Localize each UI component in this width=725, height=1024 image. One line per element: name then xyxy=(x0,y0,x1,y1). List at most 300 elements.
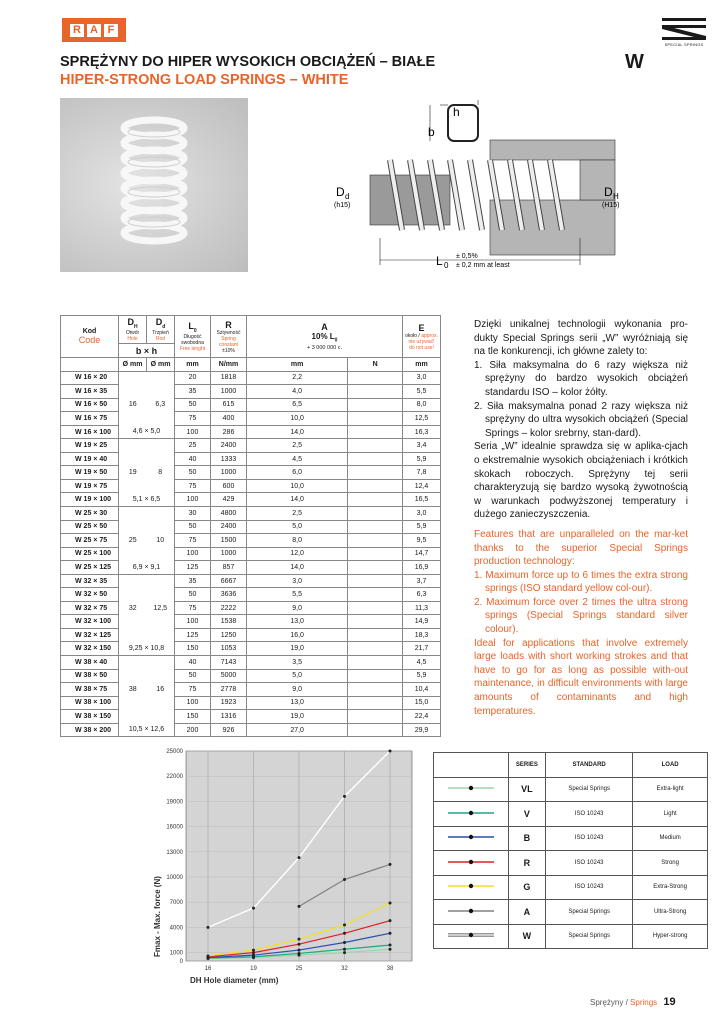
dh-cell xyxy=(119,656,147,670)
l0-header xyxy=(175,316,211,358)
legend-row xyxy=(434,777,708,802)
table-row xyxy=(61,425,441,439)
legend-series: B xyxy=(508,826,545,851)
units-row xyxy=(61,358,441,372)
e-cell: 12,4 xyxy=(403,479,441,493)
a-n-cell xyxy=(348,479,403,493)
table-row xyxy=(61,601,441,615)
a-n-cell xyxy=(348,642,403,656)
a-n-cell xyxy=(348,385,403,399)
legend-line-icon xyxy=(446,881,496,891)
dd-cell xyxy=(147,452,175,466)
legend-head-standard: STANDARD xyxy=(546,753,633,778)
l0-cell: 100 xyxy=(175,547,211,561)
r-cell: 1818 xyxy=(211,371,247,385)
a-sub2: 0 xyxy=(334,337,338,344)
series-point-g xyxy=(207,954,210,957)
a-cell: 3,5 xyxy=(247,656,348,670)
series-point-g xyxy=(389,902,392,905)
code-cell: W 25 × 125 xyxy=(61,561,119,575)
bxh-cell: 9,25 × 10,8 xyxy=(119,642,175,656)
dim-b-label: b xyxy=(428,125,435,139)
e-cell: 5,9 xyxy=(403,520,441,534)
l0-cell: 200 xyxy=(175,723,211,737)
table-row xyxy=(61,371,441,385)
a-sub: 10% L xyxy=(311,331,335,341)
e-cell: 21,7 xyxy=(403,642,441,656)
a-n-cell xyxy=(348,561,403,575)
e-cell: 6,3 xyxy=(403,588,441,602)
table-row xyxy=(61,398,441,412)
legend-line-icon xyxy=(446,906,496,916)
dim-dd-tolerance: (h15) xyxy=(334,202,351,209)
legend-standard: Special Springs xyxy=(546,777,633,802)
table-row xyxy=(61,642,441,656)
l0-cell: 50 xyxy=(175,520,211,534)
a-n-cell xyxy=(348,710,403,724)
description-block xyxy=(474,318,688,718)
dd-cell xyxy=(147,588,175,602)
table-header-row xyxy=(61,316,441,344)
x-axis-label: DH Hole diameter (mm) xyxy=(190,976,279,985)
legend-series: VL xyxy=(508,777,545,802)
dd-cell xyxy=(147,412,175,426)
dd-cell xyxy=(147,696,175,710)
max-force-chart xyxy=(150,745,420,995)
e-symbol: E xyxy=(418,322,425,333)
kod-header xyxy=(61,316,119,358)
dh-cell: 25 xyxy=(119,534,147,548)
y-tick-label: 0 xyxy=(179,959,183,965)
l0-cell: 100 xyxy=(175,696,211,710)
series-code: W xyxy=(625,51,644,73)
page-footer xyxy=(590,996,676,1008)
bxh-cell: 10,5 × 12,6 xyxy=(119,723,175,737)
unit-dd: Ø mm xyxy=(147,358,175,372)
a-n-cell xyxy=(348,588,403,602)
a-cell: 5,0 xyxy=(247,669,348,683)
series-point-g xyxy=(252,949,255,952)
table-row xyxy=(61,412,441,426)
table-row xyxy=(61,628,441,642)
description-pl-intro: Dzięki unikalnej technologii wykonania pro-dukty Special Springs serii „W” wyróżniają się na tle konkurencji, ich główne zalety to: xyxy=(474,319,688,358)
dd-cell xyxy=(147,547,175,561)
a-n-cell xyxy=(348,412,403,426)
l0-cell: 20 xyxy=(175,371,211,385)
unit-r: N/mm xyxy=(211,358,247,372)
dim-h-label: h xyxy=(453,105,460,119)
e-cell: 16,9 xyxy=(403,561,441,575)
y-tick-label: 22000 xyxy=(166,774,183,781)
a-n-cell xyxy=(348,669,403,683)
legend-standard: ISO 10243 xyxy=(546,875,633,900)
l0-cell: 50 xyxy=(175,466,211,480)
dd-sub: d xyxy=(162,324,166,331)
legend-swatch xyxy=(434,900,509,925)
dim-dh-sub: H xyxy=(613,192,619,201)
logo-letter: R xyxy=(70,24,84,37)
legend-standard: Special Springs xyxy=(546,900,633,925)
series-point-g xyxy=(343,923,346,926)
e-header xyxy=(403,316,441,358)
legend-swatch xyxy=(434,875,509,900)
a-cell: 14,0 xyxy=(247,493,348,507)
series-legend xyxy=(433,752,708,949)
code-cell: W 19 × 25 xyxy=(61,439,119,453)
r-cell: 400 xyxy=(211,412,247,426)
r-cell: 1538 xyxy=(211,615,247,629)
spring-technical-drawing xyxy=(330,100,650,272)
table-row xyxy=(61,439,441,453)
description-en-item-2: 2. Maximum force over 2 times the ultra strong springs (Special Springs standard silver colour). xyxy=(474,596,688,636)
a-cell: 5,5 xyxy=(247,588,348,602)
dd-cell xyxy=(147,669,175,683)
e-cell: 5,5 xyxy=(403,385,441,399)
dd-cell: 8 xyxy=(147,466,175,480)
code-cell: W 38 × 40 xyxy=(61,656,119,670)
table-row xyxy=(61,479,441,493)
a-n-cell xyxy=(348,507,403,521)
series-point-v xyxy=(343,948,346,951)
table-row xyxy=(61,534,441,548)
dim-l0-label: L xyxy=(436,254,443,268)
footer-pl: Sprężyny / xyxy=(590,998,628,1007)
bxh-cell: 5,1 × 6,5 xyxy=(119,493,175,507)
r-cell: 429 xyxy=(211,493,247,507)
l0-cell: 75 xyxy=(175,412,211,426)
legend-swatch xyxy=(434,826,509,851)
series-point-a xyxy=(389,863,392,866)
a-cell: 16,0 xyxy=(247,628,348,642)
e-note2: do not use! xyxy=(409,344,434,351)
series-point-vl xyxy=(343,951,346,954)
legend-load: Extra-light xyxy=(633,777,708,802)
dh-cell xyxy=(119,710,147,724)
l0-cell: 30 xyxy=(175,507,211,521)
r-symbol: R xyxy=(225,319,232,330)
a-n-cell xyxy=(348,520,403,534)
a-cell: 2,5 xyxy=(247,439,348,453)
e-cell: 11,3 xyxy=(403,601,441,615)
legend-standard: Special Springs xyxy=(546,924,633,949)
spring-spec-table xyxy=(60,315,441,737)
bxh-cell: 6,9 × 9,1 xyxy=(119,561,175,575)
a-n-cell xyxy=(348,371,403,385)
series-point-v xyxy=(298,952,301,955)
legend-series: W xyxy=(508,924,545,949)
a-cell: 27,0 xyxy=(247,723,348,737)
series-point-r xyxy=(389,919,392,922)
e-cell: 5,9 xyxy=(403,669,441,683)
a-n-cell xyxy=(348,683,403,697)
e-cell: 9,5 xyxy=(403,534,441,548)
dd-cell: 16 xyxy=(147,683,175,697)
a-cell: 13,0 xyxy=(247,615,348,629)
r-cell: 1000 xyxy=(211,385,247,399)
raf-logo xyxy=(62,18,126,42)
a-n-cell xyxy=(348,601,403,615)
dd-cell: 12,5 xyxy=(147,601,175,615)
r-cell: 6667 xyxy=(211,574,247,588)
table-row xyxy=(61,466,441,480)
series-point-w xyxy=(298,856,301,859)
a-header xyxy=(247,316,403,358)
r-cell: 2400 xyxy=(211,439,247,453)
a-n-cell xyxy=(348,615,403,629)
a-cell: 8,0 xyxy=(247,534,348,548)
legend-row xyxy=(434,851,708,876)
legend-row xyxy=(434,900,708,925)
dh-cell xyxy=(119,588,147,602)
r-cell: 2222 xyxy=(211,601,247,615)
y-tick-label: 16000 xyxy=(166,824,183,831)
dh-symbol: D xyxy=(127,317,134,328)
dh-cell xyxy=(119,574,147,588)
a-cell: 6,0 xyxy=(247,466,348,480)
a-n-cell xyxy=(348,493,403,507)
r-cell: 1000 xyxy=(211,466,247,480)
code-cell: W 32 × 150 xyxy=(61,642,119,656)
a-n-cell xyxy=(348,425,403,439)
dim-dd-sub: d xyxy=(345,192,350,201)
r-cell: 1333 xyxy=(211,452,247,466)
code-cell: W 16 × 35 xyxy=(61,385,119,399)
r-cell: 1500 xyxy=(211,534,247,548)
x-tick-label: 25 xyxy=(295,966,303,972)
a-cell: 2,5 xyxy=(247,507,348,521)
a-n-cell xyxy=(348,398,403,412)
dh-cell: 38 xyxy=(119,683,147,697)
legend-series: A xyxy=(508,900,545,925)
l0-cell: 150 xyxy=(175,710,211,724)
legend-series: R xyxy=(508,851,545,876)
r-cell: 615 xyxy=(211,398,247,412)
legend-standard: ISO 10243 xyxy=(546,826,633,851)
code-cell: W 32 × 35 xyxy=(61,574,119,588)
legend-row xyxy=(434,875,708,900)
series-point-v xyxy=(389,944,392,947)
a-n-cell xyxy=(348,723,403,737)
legend-series: G xyxy=(508,875,545,900)
unit-dh: Ø mm xyxy=(119,358,147,372)
kod-label: Kod xyxy=(82,328,97,335)
dd-cell: 6,3 xyxy=(147,398,175,412)
r-cell: 2400 xyxy=(211,520,247,534)
code-cell: W 16 × 20 xyxy=(61,371,119,385)
l0-cell: 100 xyxy=(175,425,211,439)
dim-dh-tolerance: (H15) xyxy=(602,202,620,209)
a-cell: 12,0 xyxy=(247,547,348,561)
l0-cell: 100 xyxy=(175,493,211,507)
description-pl-outro: Seria „W” idealnie sprawdza się w aplika-cjach o ekstremalnie wysokich obciążeniach i krótkich skokach roboczych. Sprężyny tej serii charakteryzują się bardzo wysoką żywotnością w warunkach podwyższonej temperatury i dużego zanieczyszczenia. xyxy=(474,441,688,521)
series-point-w xyxy=(252,907,255,910)
y-tick-label: 10000 xyxy=(166,875,183,881)
series-point-g xyxy=(298,938,301,941)
dd-cell xyxy=(147,615,175,629)
y-tick-label: 7000 xyxy=(169,900,183,907)
table-row xyxy=(61,507,441,521)
l0-cell: 75 xyxy=(175,601,211,615)
l0-cell: 35 xyxy=(175,574,211,588)
logo-letter: A xyxy=(87,24,101,37)
r-cell: 1923 xyxy=(211,696,247,710)
dh-cell xyxy=(119,385,147,399)
dd-pl: Trzpień xyxy=(152,330,169,337)
e-cell: 22,4 xyxy=(403,710,441,724)
l0-cell: 100 xyxy=(175,615,211,629)
legend-swatch xyxy=(434,802,509,827)
r-en1: Spring xyxy=(221,335,236,342)
l0-symbol: L xyxy=(188,321,194,332)
l0-cell: 50 xyxy=(175,588,211,602)
r-cell: 4800 xyxy=(211,507,247,521)
legend-load: Hyper-strong xyxy=(633,924,708,949)
a-n-cell xyxy=(348,628,403,642)
dh-en: Hole xyxy=(127,336,138,343)
l0-cell: 50 xyxy=(175,669,211,683)
dd-cell xyxy=(147,574,175,588)
l0-tolerance-2: ± 0,2 mm at least xyxy=(456,262,510,269)
l0-cell: 75 xyxy=(175,479,211,493)
e-cell: 10,4 xyxy=(403,683,441,697)
dd-cell xyxy=(147,479,175,493)
code-cell: W 25 × 30 xyxy=(61,507,119,521)
code-cell: W 19 × 50 xyxy=(61,466,119,480)
description-en-outro: Ideal for applications that involve extremely large loads with short working strokes and that have to go for as long as possible with-out maintenance, in difficult environments with large amounts of contaminants and high temperatures. xyxy=(474,637,688,717)
table-row xyxy=(61,683,441,697)
e-cell: 15,0 xyxy=(403,696,441,710)
a-cell: 10,0 xyxy=(247,412,348,426)
code-cell: W 16 × 50 xyxy=(61,398,119,412)
code-cell: W 16 × 100 xyxy=(61,425,119,439)
r-cell: 2778 xyxy=(211,683,247,697)
series-point-a xyxy=(343,878,346,881)
r-cell: 3636 xyxy=(211,588,247,602)
table-row xyxy=(61,574,441,588)
series-point-w xyxy=(207,926,210,929)
legend-standard: ISO 10243 xyxy=(546,802,633,827)
a-cell: 14,0 xyxy=(247,561,348,575)
description-en-intro: Features that are unparalleled on the mar-ket thanks to the superior Special Springs production technology: xyxy=(474,528,688,568)
dd-cell xyxy=(147,385,175,399)
legend-head-series: SERIES xyxy=(508,753,545,778)
a-cell: 14,0 xyxy=(247,425,348,439)
brand-small-text: SPECIAL SPRINGS xyxy=(664,42,704,47)
dim-dd-label: D xyxy=(336,185,345,199)
logo-letter: F xyxy=(104,24,118,37)
e-cell: 14,7 xyxy=(403,547,441,561)
l0-cell: 25 xyxy=(175,439,211,453)
a-cell: 9,0 xyxy=(247,683,348,697)
legend-table xyxy=(433,752,708,949)
a-n-cell xyxy=(348,547,403,561)
series-point-b xyxy=(389,932,392,935)
series-point-a xyxy=(298,905,301,908)
dh-header xyxy=(119,316,147,344)
legend-blank xyxy=(434,753,509,778)
dd-en: Rod xyxy=(155,336,166,343)
e-cell: 3,7 xyxy=(403,574,441,588)
y-tick-label: 1000 xyxy=(169,950,183,957)
a-n-cell xyxy=(348,696,403,710)
a-n-cell xyxy=(348,656,403,670)
spring-photo xyxy=(60,98,248,272)
e-cell: 7,8 xyxy=(403,466,441,480)
legend-swatch xyxy=(434,851,509,876)
dd-symbol: D xyxy=(155,317,163,328)
code-cell: W 19 × 75 xyxy=(61,479,119,493)
r-header xyxy=(211,316,247,358)
a-cell: 5,0 xyxy=(247,520,348,534)
y-tick-label: 25000 xyxy=(166,749,183,755)
l0-tolerance-1: ± 0,5% xyxy=(456,253,478,260)
e-en: approx. xyxy=(421,332,438,339)
legend-head-load: LOAD xyxy=(633,753,708,778)
dd-cell xyxy=(147,656,175,670)
y-tick-label: 13000 xyxy=(166,849,183,856)
table-row xyxy=(61,561,441,575)
a-cell: 19,0 xyxy=(247,642,348,656)
dh-cell xyxy=(119,669,147,683)
code-cell: W 19 × 100 xyxy=(61,493,119,507)
table-row xyxy=(61,520,441,534)
e-cell: 3,0 xyxy=(403,507,441,521)
a-cell: 19,0 xyxy=(247,710,348,724)
series-point-w xyxy=(343,795,346,798)
dd-cell xyxy=(147,507,175,521)
unit-e: mm xyxy=(403,358,441,372)
legend-swatch xyxy=(434,777,509,802)
l0-cell: 40 xyxy=(175,656,211,670)
page-title-pl: SPRĘŻYNY DO HIPER WYSOKICH OBCIĄŻEŃ – BIAŁE xyxy=(60,54,436,70)
dh-cell xyxy=(119,479,147,493)
unit-a-mm: mm xyxy=(247,358,348,372)
a-cell: 6,5 xyxy=(247,398,348,412)
r-cell: 7143 xyxy=(211,656,247,670)
a-cell: 3,0 xyxy=(247,574,348,588)
dd-cell xyxy=(147,520,175,534)
dh-cell xyxy=(119,615,147,629)
e-pl: około / xyxy=(405,332,420,339)
legend-load: Light xyxy=(633,802,708,827)
code-label: Code xyxy=(78,335,101,345)
series-point-w xyxy=(389,750,392,753)
dh-cell xyxy=(119,439,147,453)
legend-line-icon xyxy=(446,832,496,842)
x-tick-label: 19 xyxy=(250,966,257,972)
r-en2: constant xyxy=(219,341,238,348)
e-cell: 16,3 xyxy=(403,425,441,439)
a-symbol: A xyxy=(321,321,328,332)
r-cell: 5000 xyxy=(211,669,247,683)
code-cell: W 32 × 100 xyxy=(61,615,119,629)
l0-pl1: Długość xyxy=(183,333,202,340)
code-cell: W 25 × 100 xyxy=(61,547,119,561)
legend-row xyxy=(434,924,708,949)
a-n-cell xyxy=(348,534,403,548)
bxh-cell: 4,6 × 5,0 xyxy=(119,425,175,439)
code-cell: W 16 × 75 xyxy=(61,412,119,426)
a-cell: 2,2 xyxy=(247,371,348,385)
x-tick-label: 32 xyxy=(341,966,348,972)
legend-standard: ISO 10243 xyxy=(546,851,633,876)
dh-cell: 16 xyxy=(119,398,147,412)
a-cell: 4,5 xyxy=(247,452,348,466)
units-blank xyxy=(61,358,119,372)
description-pl-item-2: 2. Siła maksymalna ponad 2 razy większa niż sprężyny do ultra wysokich obciążeń (Special Springs – kolor srebrny, stan-dard). xyxy=(474,400,688,439)
page-number: 19 xyxy=(663,996,676,1008)
r-cell: 1000 xyxy=(211,547,247,561)
